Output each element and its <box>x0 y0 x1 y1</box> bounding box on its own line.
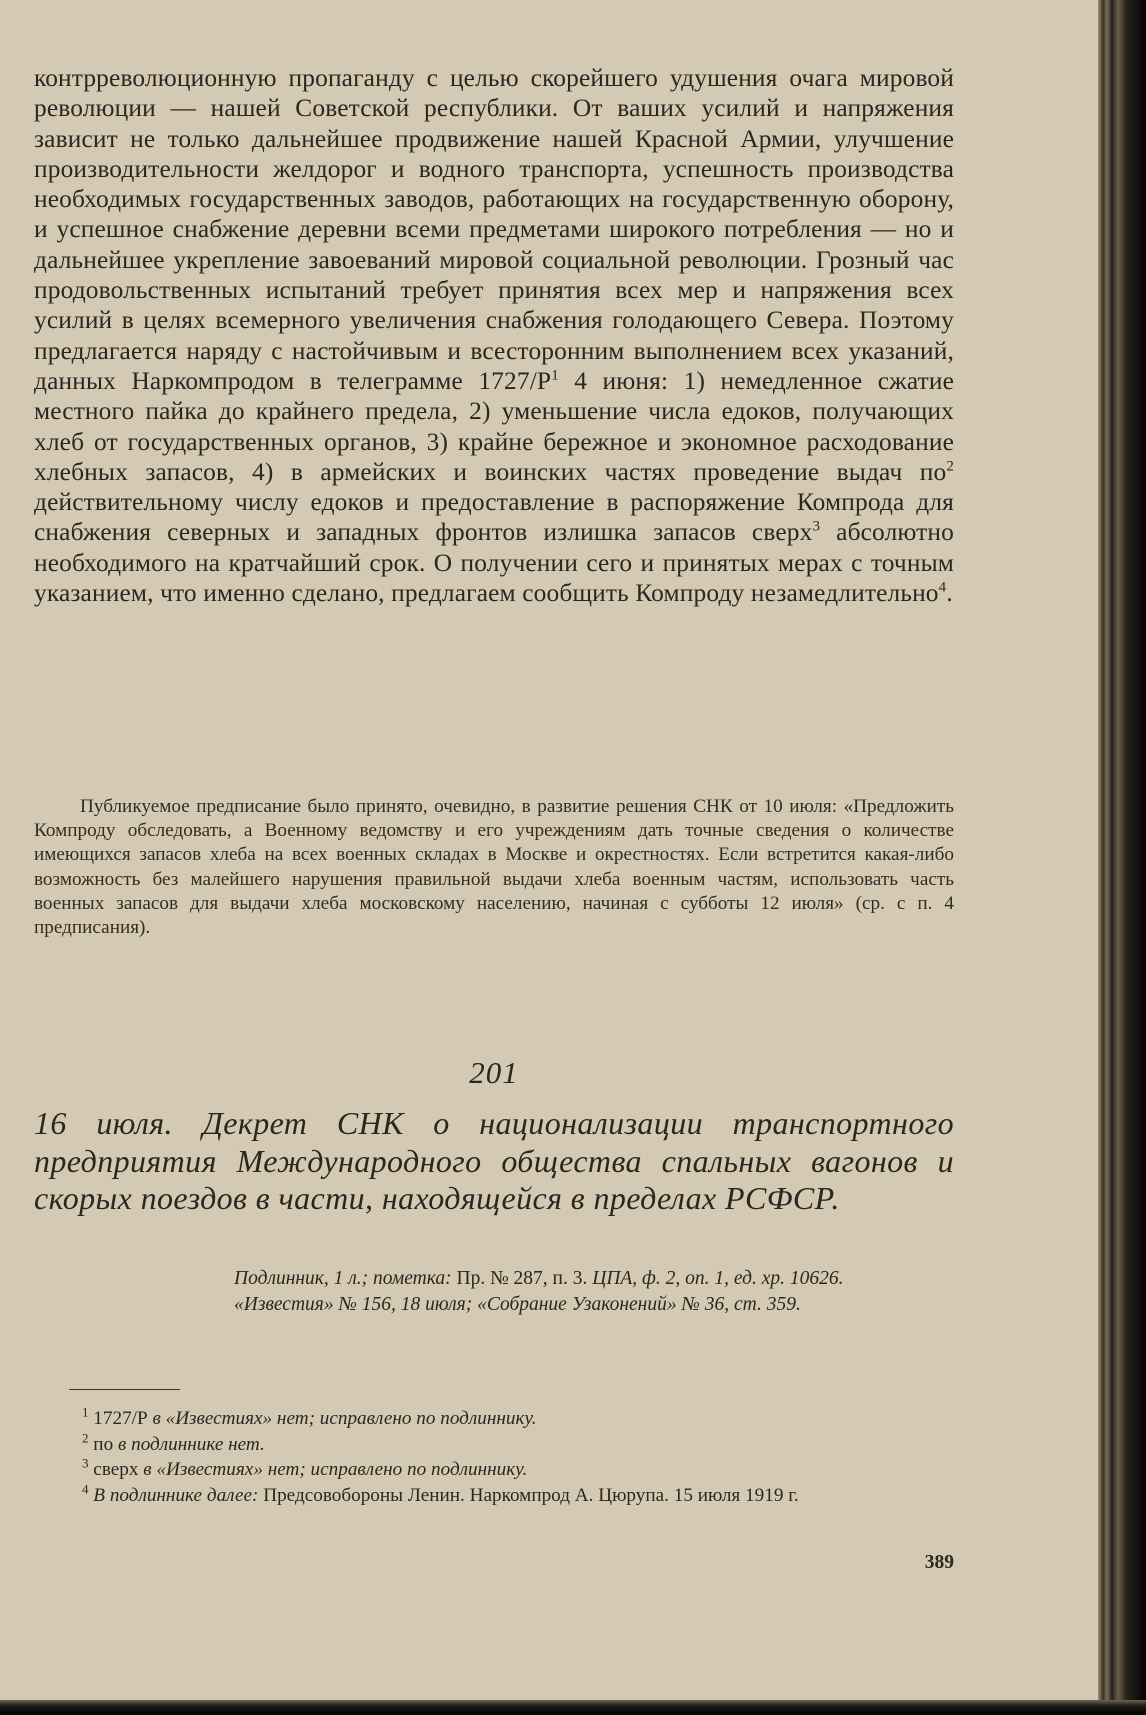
footnote-4 <box>34 1483 954 1509</box>
archival-sources <box>180 1266 956 1317</box>
footnote-upright: Предсовобороны Ленин. Наркомпрод А. Цюрупа. 15 июля 1919 г. <box>258 1484 799 1506</box>
source1-c: ЦПА, ф. 2, оп. 1, ед. хр. 10626. <box>587 1268 844 1289</box>
footnote-mark: 1 <box>82 1404 89 1420</box>
main-text-part-3: действительному числу едоков и предоставление в распоряжение Компрода для снабжения северных и западных фронтов излишка запасов сверх <box>34 488 954 547</box>
footnote-1 <box>34 1406 954 1432</box>
main-text-part-4: абсолютно необходимого на кратчайший срок. О получении сего и принятых мерах с точным указанием, что именно сделано, предлагаем сообщить Компроду незамедлительно <box>34 518 955 608</box>
footnote-mark: 2 <box>82 1430 89 1446</box>
footnote-ref-4: 4 <box>938 579 947 596</box>
footnote-ref-1: 1 <box>551 367 559 384</box>
document-title-text: 16 июля. Декрет СНК о национализации транспортного предприятия Международного общества спальных вагонов и скорых поездов в части, находящейся в пределах РСФСР. <box>34 1105 954 1216</box>
footnote-italic: в «Известиях» нет; исправлено по подлиннику. <box>147 1408 537 1429</box>
source-line-2: «Известия» № 156, 18 июля; «Собрание Узаконений» № 36, ст. 359. <box>234 1293 801 1315</box>
commentary-text: Публикуемое предписание было принято, очевидно, в развитие решения СНК от 10 июля: «Предложить Компроду обследовать, а Военному ведомству и его учреждениям дать точные сведения о количестве имеющихся запасов хлеба на всех военных складах в Москве и окрестностях. Если встретится какая-либо возможность без малейшего нарушения правильной выдачи хлеба военным частям, использовать часть военных запасов для выдачи хлеба московскому населению, начиная с субботы 12 июля» (ср. с п. 4 предписания). <box>34 796 954 939</box>
main-text-part-2: 4 июня: 1) немедленное сжатие местного пайка до крайнего предела, 2) уменьшение числа едоков, получающих хлеб от государственных органов, 3) крайне бережное и экономное расходование хлебных запасов, 4) в армейских и воинских частях проведение выдач по <box>34 366 954 486</box>
footnote-italic: В подлиннике далее: <box>93 1484 259 1506</box>
footnote-ref-3: 3 <box>812 518 821 535</box>
footnote-ref-2: 2 <box>946 458 954 475</box>
footnote-3 <box>34 1457 954 1483</box>
document-title <box>34 1105 954 1218</box>
footnote-upright: сверх <box>93 1459 139 1480</box>
footnote-mark: 3 <box>82 1455 89 1471</box>
main-text-part-1: контрреволюционную пропаганду с целью скорейшего удушения очага мировой революции — нашей Советской республики. От ваших усилий и напряжения зависит не только дальнейшее продвижение нашей Красной Армии, улучшение производительности желдорог и водного транспорта, успешность производства необходимых государственных заводов, работающих на государственную оборону, и успешное снабжение деревни всеми предметами широкого потребления — но и дальнейшее укрепление завоеваний мировой социальной революции. Грозный час продовольственных испытаний требует принятия всех мер и напряжения всех усилий в целях всемерного увеличения снабжения голодающего Севера. Поэтому предлагается наряду с настойчивым и всесторонним выполнением всех указаний, данных Наркомпродом в телеграмме 1727/Р <box>34 64 954 395</box>
footnote-separator <box>69 1389 180 1390</box>
footnotes <box>34 1406 954 1508</box>
main-paragraph <box>34 63 954 608</box>
footnote-upright: 1727/Р <box>93 1408 148 1429</box>
editorial-commentary <box>34 795 954 940</box>
source-line-1 <box>180 1266 956 1292</box>
source1-b: Пр. № 287, п. 3. <box>456 1268 588 1289</box>
main-text-part-5: . <box>946 579 953 608</box>
footnote-2 <box>34 1432 954 1458</box>
page-number: 389 <box>924 1552 954 1573</box>
footnote-italic: в «Известиях» нет; исправлено по подлиннику. <box>138 1459 528 1480</box>
footnote-upright: по <box>93 1433 114 1455</box>
source1-a: Подлинник, 1 л.; пометка: <box>234 1268 457 1289</box>
footnote-italic: в подлиннике нет. <box>113 1433 265 1455</box>
footnote-mark: 4 <box>82 1481 89 1497</box>
page-bottom-edge <box>0 1700 1146 1715</box>
document-number: 201 <box>469 1055 519 1090</box>
book-spine-shadow <box>1098 0 1146 1715</box>
